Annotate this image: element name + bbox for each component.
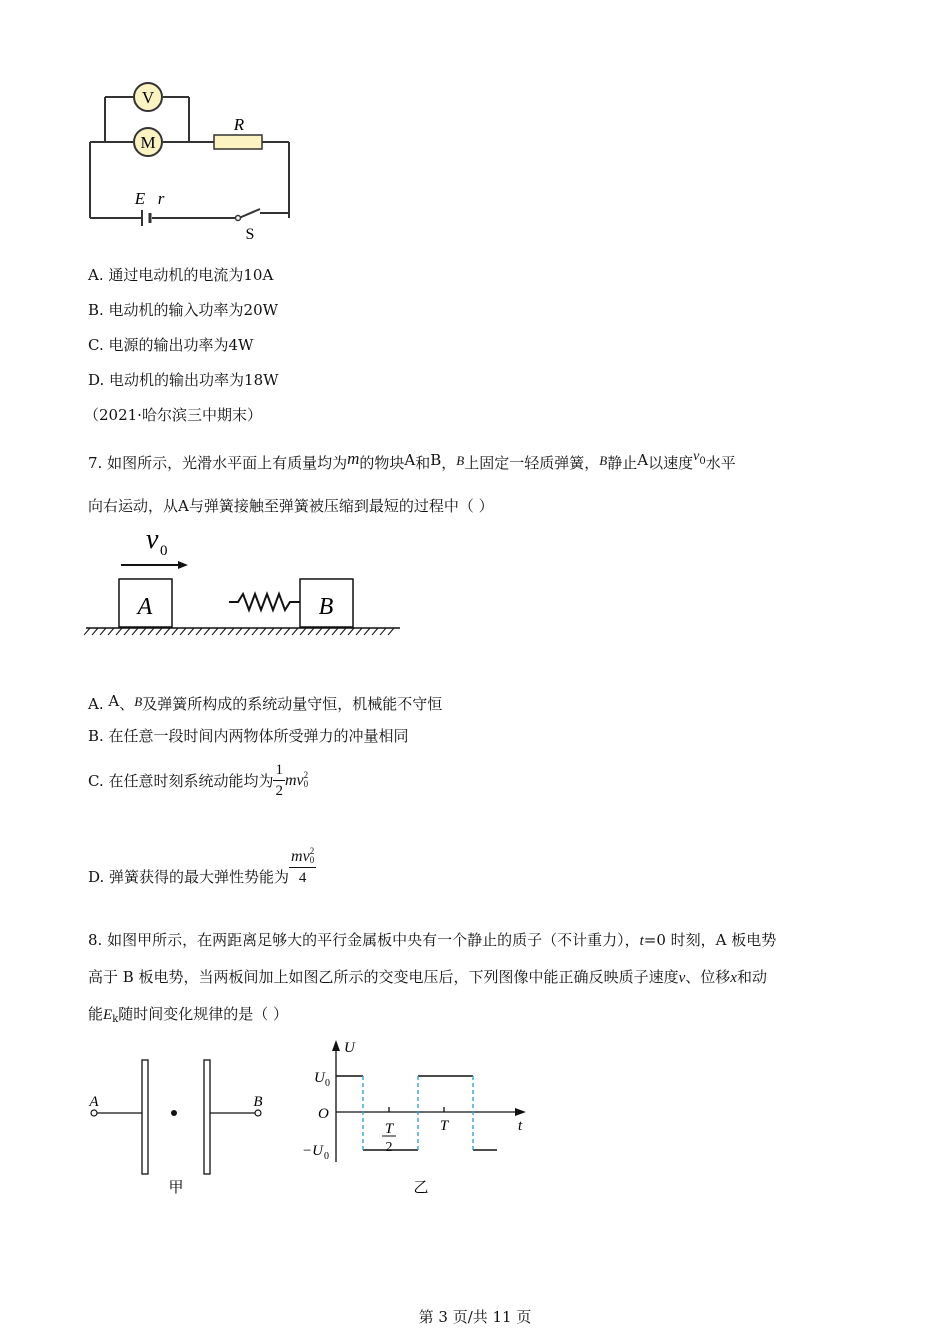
page-footer: 第 3 页/共 11 页 (418, 1308, 532, 1326)
internal-resistance-label: r (157, 189, 165, 208)
u0-subscript: 0 (325, 1078, 330, 1089)
q7-text: 的物块 (359, 454, 405, 472)
q7-stem-line2: 向右运动，从A与弹簧接触至弹簧被压缩到最短的过程中（ ） (88, 497, 494, 515)
exponent: 2 (309, 845, 315, 856)
displacement-symbol: x (730, 970, 737, 986)
q8-text: 高于 B 板电势，当两板间加上如图乙所示的交变电压后，下列图像中能正确反映质子速度 (88, 968, 679, 986)
q7-mass-symbol: m (347, 449, 360, 468)
fraction-numerator (289, 847, 316, 868)
neg-u0-subscript: 0 (324, 1151, 329, 1162)
q7-block-b: B (134, 694, 143, 709)
q8-text: 能 (88, 1005, 104, 1023)
q7-option-c-expression (285, 770, 308, 792)
figure-yi-voltage-graph (296, 1034, 536, 1200)
q8-text: 、位移 (685, 968, 731, 986)
t-axis-label: t (518, 1118, 523, 1134)
subscript: 0 (309, 854, 315, 865)
velocity-symbol: v (296, 771, 304, 789)
q7-text: 以速度 (648, 454, 694, 472)
emf-label: E (134, 189, 146, 208)
q7-text: 上固定一轻质弹簧， (464, 454, 600, 472)
t-period-label: T (439, 1118, 449, 1134)
circuit-diagram (80, 76, 300, 246)
mass-symbol: m (291, 847, 303, 865)
q7-block-b: B (430, 451, 442, 469)
q7-option-a-sep: 、 (119, 695, 135, 713)
square-wave-transitions (363, 1076, 473, 1150)
block-b-label: B (318, 594, 334, 620)
plate-a (142, 1060, 148, 1174)
q7-option-d-text: D. 弹簧获得的最大弹性势能为 (88, 868, 290, 886)
switch-label: S (245, 226, 255, 243)
q6-option-c: C. 电源的输出功率为4W (88, 336, 254, 354)
origin-label: O (318, 1106, 329, 1122)
fraction-denominator: 2 (275, 783, 283, 799)
q7-block-b: B (599, 453, 608, 468)
q7-block-a: A (404, 451, 416, 469)
time-symbol: t (639, 933, 644, 949)
figure-jia-caption: 甲 (168, 1180, 184, 1196)
q7-text: ， (441, 454, 457, 472)
q7-option-a-prefix: A. (88, 695, 109, 713)
u0-label: U (314, 1070, 325, 1086)
q7-stem-line1 (88, 446, 736, 474)
terminal-a (91, 1110, 97, 1116)
subscript: 0 (303, 778, 309, 789)
velocity-label: v (146, 524, 159, 555)
q8-stem-line2 (88, 966, 767, 989)
q7-option-a-text: 及弹簧所构成的系统动量守恒，机械能不守恒 (142, 695, 443, 713)
u-axis-arrow (332, 1040, 340, 1051)
block-a-label: A (137, 594, 153, 620)
q8-stem-line3 (88, 1003, 288, 1031)
exponent: 2 (303, 769, 309, 780)
plate-b (204, 1060, 210, 1174)
motor-label: M (140, 133, 156, 152)
mass-symbol: m (284, 771, 297, 789)
fraction-mv2-over-4 (289, 847, 316, 888)
q7-source: （2021·哈尔滨三中期末） (84, 406, 262, 424)
q6-option-a: A. 通过电动机的电流为10A (88, 266, 274, 284)
q8-text: 和动 (736, 968, 767, 986)
half-t-denominator: 2 (385, 1140, 393, 1155)
q7-blocks-figure (84, 522, 404, 640)
plate-a-label: A (89, 1094, 99, 1110)
half-t-numerator: T (384, 1121, 394, 1137)
fraction-denominator: 4 (298, 869, 307, 886)
resistor-symbol (214, 135, 262, 149)
plate-b-label: B (253, 1094, 263, 1110)
q7-text: 静止 (607, 454, 638, 472)
q7-option-b: B. 在任意一段时间内两物体所受弹力的冲量相同 (88, 727, 409, 745)
q6-option-d: D. 电动机的输出功率为18W (88, 371, 279, 389)
velocity-symbol: v (302, 847, 310, 865)
q7-text: 水平 (705, 454, 736, 472)
energy-subscript: k (112, 1014, 119, 1025)
q8-text: =0 时刻，A 板电势 (643, 931, 777, 949)
q7-text: 和 (415, 454, 431, 472)
q8-text: 8. 如图甲所示，在两距离足够大的平行金属板中央有一个静止的质子（不计重力）， (88, 931, 640, 949)
spring (229, 594, 300, 610)
q7-velocity-symbol: v (693, 449, 700, 464)
voltmeter-label: V (141, 88, 155, 107)
q8-stem-line1 (88, 929, 776, 952)
q7-text: 7. 如图所示，光滑水平面上有质量均为 (88, 454, 348, 472)
velocity-arrowhead (178, 561, 188, 569)
u-axis-label: U (344, 1040, 355, 1056)
fraction-one-half (273, 760, 285, 801)
q7-block-a: A (637, 451, 649, 469)
proton-dot (171, 1110, 177, 1116)
fraction-numerator: 1 (273, 760, 285, 781)
q7-velocity-subscript: 0 (699, 456, 706, 467)
energy-symbol: E (103, 1007, 113, 1023)
q7-option-a (88, 690, 442, 715)
t-axis-arrow (515, 1108, 526, 1116)
velocity-subscript: 0 (160, 543, 168, 559)
q7-option-c (88, 760, 308, 801)
q8-text: 随时间变化规律的是（ ） (118, 1005, 289, 1023)
q7-option-d (88, 846, 316, 888)
q7-block-a: A (108, 692, 120, 710)
switch-contact (236, 216, 241, 221)
q7-block-b: B (456, 453, 465, 468)
ground-hatching (84, 628, 394, 635)
figure-yi-caption: 乙 (413, 1180, 429, 1196)
figure-jia-plates (84, 1050, 284, 1200)
q6-option-b: B. 电动机的输入功率为20W (88, 301, 279, 319)
neg-u0-label: −U (302, 1143, 323, 1159)
resistor-label: R (233, 115, 245, 134)
q7-option-c-text: C. 在任意时刻系统动能均为 (88, 771, 274, 790)
terminal-b (255, 1110, 261, 1116)
velocity-symbol: v (678, 970, 686, 986)
